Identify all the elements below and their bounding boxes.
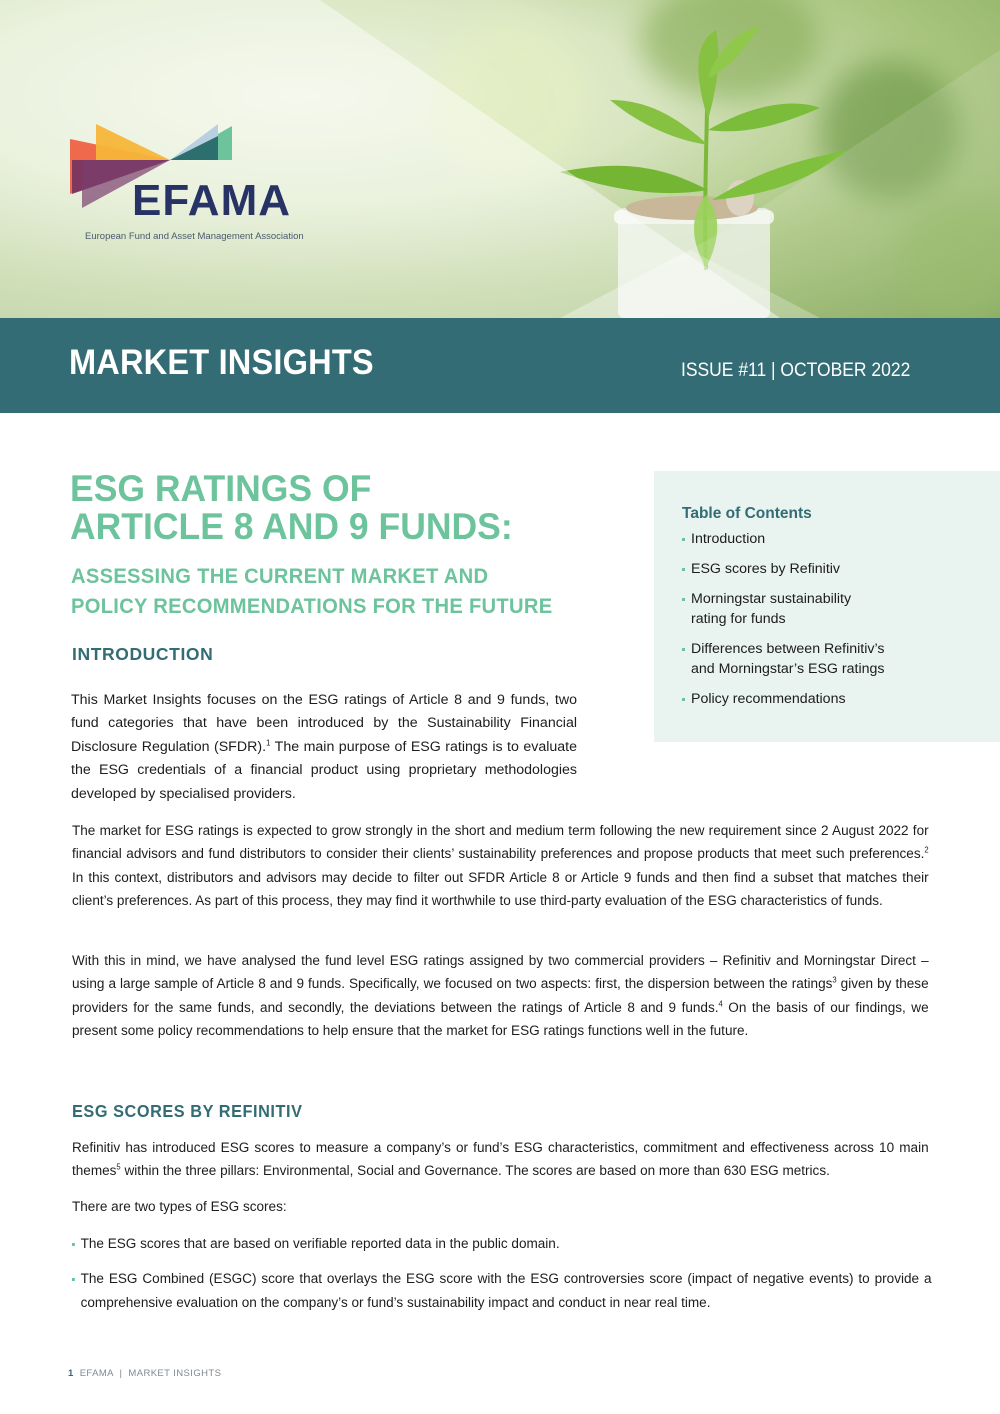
banner-title: MARKET INSIGHTS: [69, 343, 374, 382]
intro-p2-text-b: In this context, distributors and advisors may decide to filter out SFDR Article 8 or Article 9 funds and then find a subset that matches their client’s preferences. As part of this process, they may find it worthwhile to use third-party evaluation of the ESG characteristics of funds.: [72, 869, 929, 910]
page-footer: [68, 1368, 221, 1379]
intro-p1-text-a: This Market Insights focuses on the ESG ratings of Article 8 and 9 funds, two fund categories that have been introduced by the Sustainability Financial Disclosure Regulation (SFDR).: [71, 692, 577, 755]
footnote-ref-4[interactable]: 4: [718, 999, 723, 1009]
toc-list: [682, 529, 942, 719]
document-subtitle: [71, 562, 552, 622]
introduction-heading: INTRODUCTION: [72, 644, 214, 664]
refinitiv-p1-text-a: Refinitiv has introduced ESG scores to measure a company’s or fund’s ESG characteristics, commitment and effectiveness across 10 main themes: [72, 1140, 929, 1180]
subtitle-line-1: ASSESSING THE CURRENT MARKET AND: [71, 565, 489, 588]
efama-tagline: European Fund and Asset Management Association: [85, 231, 304, 242]
refinitiv-paragraph-1: [72, 1137, 929, 1184]
intro-p3-text-c: On the basis of our findings, we present some policy recommendations to help ensure that the market for ESG ratings functions well in the future.: [72, 999, 929, 1040]
issue-date: ISSUE #11 | OCTOBER 2022: [681, 360, 911, 381]
footnote-ref-5[interactable]: 5: [116, 1162, 121, 1172]
toc-item-esg-scores-refinitiv[interactable]: ESG scores by Refinitiv: [682, 559, 942, 579]
title-line-2: ARTICLE 8 AND 9 FUNDS:: [70, 506, 513, 547]
refinitiv-p1-text-b: within the three pillars: Environmental, Social and Governance. The scores are based on more than 630 ESG metrics.: [120, 1163, 830, 1180]
subtitle-line-2: POLICY RECOMMENDATIONS FOR THE FUTURE: [71, 595, 553, 618]
intro-p1-text-b: The main purpose of ESG ratings is to evaluate the ESG credentials of a financial product using proprietary methodologies developed by specialised providers.: [71, 738, 577, 802]
bullet-esgc-score: The ESG Combined (ESGC) score that overlays the ESG score with the ESG controversies score (impact of negative events) to provide a comprehensive evaluation on the company’s or fund’s sustainability impact and conduct in near real time.: [72, 1268, 932, 1315]
efama-wordmark: EFAMA: [132, 176, 291, 225]
refinitiv-paragraph-2: There are two types of ESG scores:: [72, 1199, 287, 1215]
intro-p3-text-a: With this in mind, we have analysed the fund level ESG ratings assigned by two commercial providers – Refinitiv and Morningstar Direct – using a large sample of Article 8 and 9 funds. Specifically, we focused on two aspects: first, the dispersion between the ratings: [72, 953, 929, 993]
toc-item-introduction[interactable]: Introduction: [682, 529, 942, 549]
refinitiv-heading: ESG SCORES BY REFINITIV: [72, 1101, 303, 1121]
title-line-1: ESG RATINGS OF: [70, 468, 372, 509]
hero-image: [0, 0, 1000, 318]
bullet-esg-scores: The ESG scores that are based on verifiable reported data in the public domain.: [72, 1233, 932, 1256]
footnote-ref-1[interactable]: 1: [266, 738, 271, 748]
footnote-ref-2[interactable]: 2: [924, 845, 929, 855]
toc-heading: Table of Contents: [682, 505, 812, 522]
footer-text: EFAMA | MARKET INSIGHTS: [79, 1368, 222, 1379]
toc-item-policy-recommendations[interactable]: Policy recommendations: [682, 689, 942, 709]
toc-item-differences[interactable]: Differences between Refinitiv’s and Morningstar’s ESG ratings: [682, 639, 907, 679]
document-title: [70, 470, 513, 546]
toc-item-morningstar-rating[interactable]: Morningstar sustainability rating for funds: [682, 589, 882, 629]
intro-p3-text-b: given by these providers for the same funds, and secondly, the deviations between the ratings of Article 8 and 9 funds.: [72, 976, 929, 1016]
intro-p2-text-a: The market for ESG ratings is expected to grow strongly in the short and medium term following the new requirement since 2 August 2022 for financial advisors and fund distributors to consider their clients’ sustainability preferences and propose products that meet such preferences.: [72, 823, 929, 863]
intro-paragraph-1: [71, 689, 577, 806]
esg-score-types-list: [72, 1233, 932, 1327]
page-number: 1: [68, 1368, 74, 1379]
footnote-ref-3[interactable]: 3: [832, 975, 837, 985]
intro-paragraph-3: [72, 950, 929, 1044]
intro-paragraph-2: [72, 820, 929, 914]
